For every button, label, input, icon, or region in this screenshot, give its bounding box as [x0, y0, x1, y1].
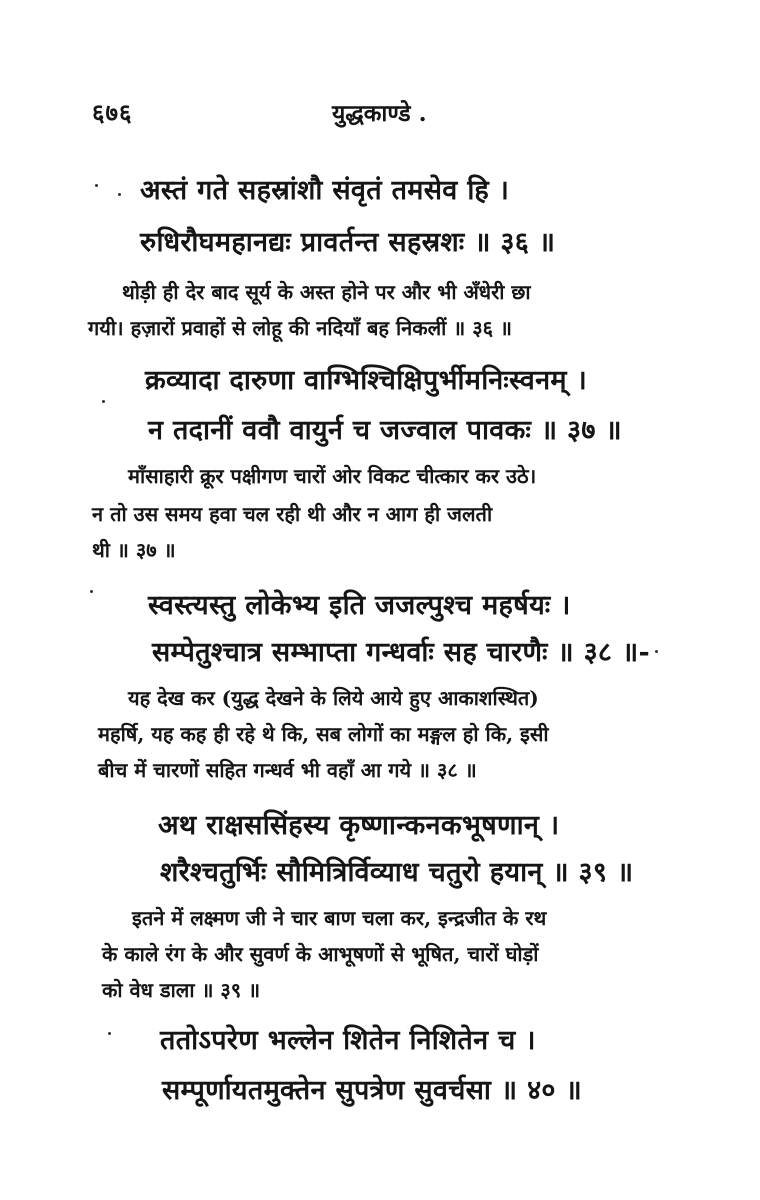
verse-40-line-2: सम्पूर्णायतमुक्तेन सुपत्रेण सुवर्चसा ॥ ४० ॥: [162, 1075, 582, 1106]
verse-39-line-1: अथ राक्षससिंहस्य कृष्णान्कनकभूषणान् ।: [158, 810, 560, 841]
verse-36-line-2: रुधिरौघमहानद्यः प्रावर्तन्त सहस्रशः ॥ ३६ ॥: [140, 227, 556, 258]
scan-speck: [102, 400, 105, 403]
translation-39-line-1: इतने में लक्ष्मण जी ने चार बाण चला कर, इन्द्रजीत के रथ: [132, 906, 547, 930]
verse-38-line-2: सम्पेतुश्चात्र सम्भाप्ता गन्धर्वाः सह चारणैः ॥ ३८ ॥-: [152, 637, 650, 668]
verse-40-line-1: ततोऽपरेण भल्लेन शितेन निशितेन च ।: [160, 1025, 536, 1056]
translation-39-line-2: के काले रंग के और सुवर्ण के आभूषणों से भूषित, चारों घोड़ों: [102, 942, 539, 966]
page-header: [92, 96, 692, 136]
scan-speck: [90, 590, 93, 593]
translation-36-line-2: गयी। हज़ारों प्रवाहों से लोहू की नदियाँ बह निकलीं ॥ ३६ ॥: [88, 316, 512, 340]
scan-speck: [108, 1032, 111, 1035]
verse-36-line-1: अस्तं गते सहस्रांशौ संवृतं तमसेव हि ।: [140, 175, 510, 206]
verse-37-line-1: क्रव्यादा दारुणा वाग्भिश्चिक्षिपुर्भीमनिःस्वनम् ।: [145, 365, 588, 396]
translation-38-line-3: बीच में चारणों सहित गन्धर्व भी वहाँ आ गये ॥ ३८ ॥: [98, 758, 477, 782]
translation-36-line-1: थोड़ी ही देर बाद सूर्य के अस्त होने पर और भी अँधेरी छा: [122, 280, 531, 304]
translation-38-line-1: यह देख कर (युद्ध देखने के लिये आये हुए आकाशस्थित): [128, 686, 539, 710]
translation-37-line-1: माँसाहारी क्रूर पक्षीगण चारों ओर विकट चीत्कार कर उठे।: [128, 464, 537, 488]
running-head: युद्धकाण्डे .: [332, 100, 427, 127]
verse-39-line-2: शरैश्चतुर्भिः सौमित्रिर्विव्याध चतुरो हयान् ॥ ३९ ॥: [160, 857, 634, 888]
translation-37-line-3: थी ॥ ३७ ॥: [92, 538, 176, 562]
scan-speck: [118, 193, 121, 196]
scan-speck: [655, 650, 658, 653]
verse-38-line-1: स्वस्त्यस्तु लोकेभ्य इति जजल्पुश्च महर्षयः ।: [148, 590, 571, 621]
translation-37-line-2: न तो उस समय हवा चल रही थी और न आग ही जलती: [92, 502, 493, 526]
verse-37-line-2: न तदानीं ववौ वायुर्न च जज्वाल पावकः ॥ ३७ ॥: [148, 415, 622, 446]
page-number: ६७६: [92, 98, 133, 127]
scan-speck: [95, 184, 98, 187]
translation-39-line-3: को वेध डाला ॥ ३९ ॥: [102, 978, 261, 1002]
translation-38-line-2: महर्षि, यह कह ही रहे थे कि, सब लोगों का मङ्गल हो कि, इसी: [98, 722, 549, 746]
